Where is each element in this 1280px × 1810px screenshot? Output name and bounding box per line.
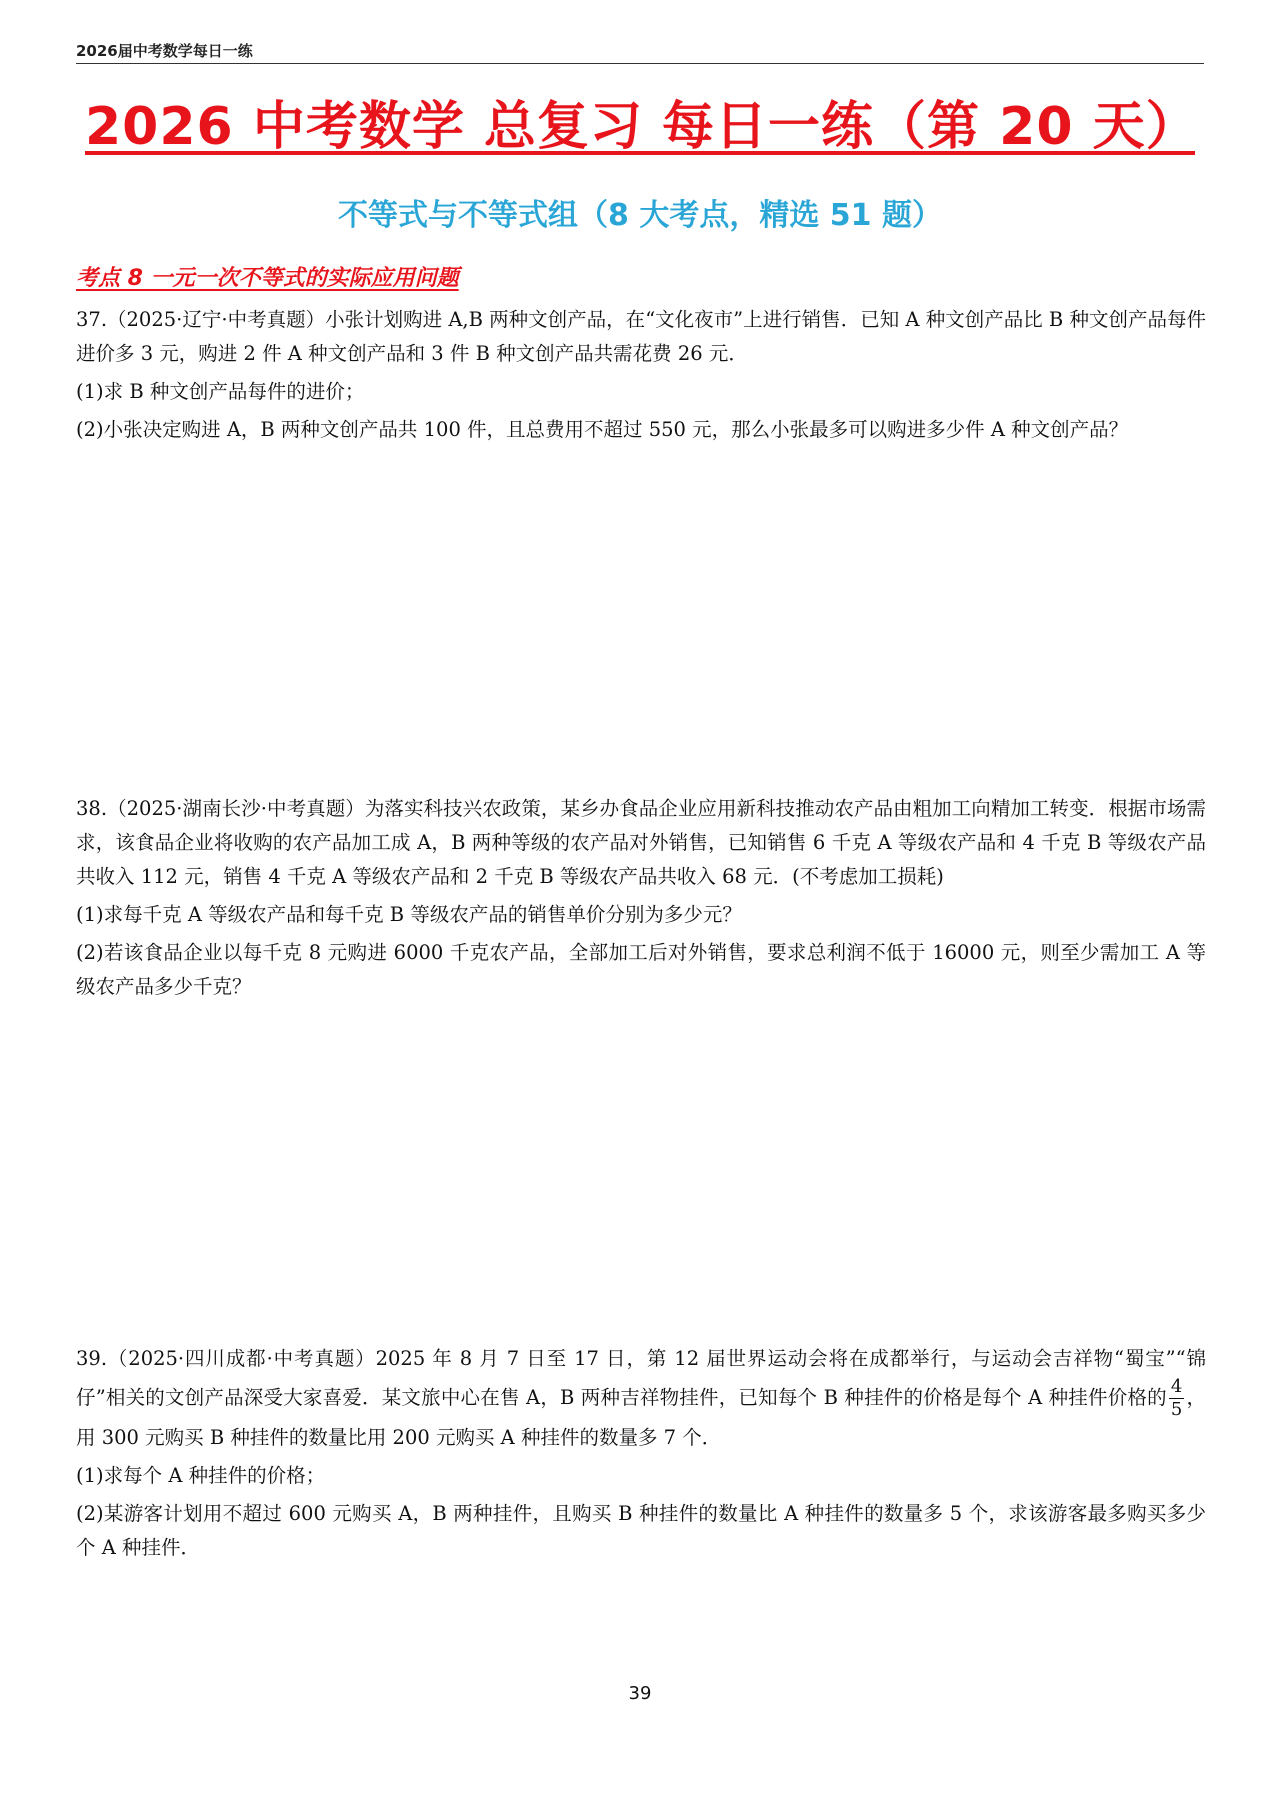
- question-part-2: (2)若该食品企业以每千克 8 元购进 6000 千克农产品，全部加工后对外销售，要求总利润不低于 16000 元，则至少需加工 A 等级农产品多少千克？: [76, 941, 1206, 998]
- question-stem: 38.（2025·湖南长沙·中考真题）为落实科技兴农政策，某乡办食品企业应用新科技推动农产品由粗加工向精加工转变．根据市场需求，该食品企业将收购的农产品加工成 A，B 两种等级的农产品对外销售，已知销售 6 千克 A 等级农产品和 4 千克 B 等级农产品共收入 112 元，销售 4 千克 A 等级农产品和 2 千克 B 等级农产品共收入 68 元．(不考虑加工损耗): [76, 797, 1206, 888]
- question-part-1: (1)求 B 种文创产品每件的进价；: [76, 380, 365, 403]
- question-part-1: (1)求每千克 A 等级农产品和每千克 B 等级农产品的销售单价分别为多少元？: [76, 903, 742, 926]
- fraction: [1169, 1376, 1184, 1421]
- question-38: [76, 792, 1206, 1004]
- question-part-2: (2)某游客计划用不超过 600 元购买 A，B 两种挂件，且购买 B 种挂件的数量比 A 种挂件的数量多 5 个，求该游客最多购买多少个 A 种挂件．: [76, 1502, 1206, 1559]
- question-stem-after: ，用 300 元购买 B 种挂件的数量比用 200 元购买 A 种挂件的数量多 7 个．: [76, 1386, 1206, 1449]
- question-37: [76, 303, 1206, 447]
- title-underline: [85, 151, 1195, 155]
- header-rule: [76, 63, 1204, 64]
- page-subtitle: 不等式与不等式组（8 大考点，精选 51 题）: [338, 198, 942, 233]
- question-stem-before: 39.（2025·四川成都·中考真题）2025 年 8 月 7 日至 17 日，第 12 届世界运动会将在成都举行，与运动会吉祥物“蜀宝”“锦仔”相关的文创产品深受大家喜爱．某文旅中心在售 A，B 两种吉祥物挂件，已知每个 B 种挂件的价格是每个 A 种挂件价格的: [76, 1347, 1206, 1409]
- section-heading: 考点 8 一元一次不等式的实际应用问题: [76, 266, 459, 291]
- page-title: 2026 中考数学 总复习 每日一练（第 20 天）: [85, 97, 1199, 157]
- page-number: 39: [628, 1683, 652, 1704]
- question-stem: 37.（2025·辽宁·中考真题）小张计划购进 A,B 两种文创产品，在“文化夜市”上进行销售．已知 A 种文创产品比 B 种文创产品每件进价多 3 元，购进 2 件 A 种文创产品和 3 件 B 种文创产品共需花费 26 元．: [76, 308, 1206, 365]
- fraction-denominator: 5: [1170, 1399, 1183, 1420]
- question-39: [76, 1342, 1206, 1565]
- question-stem: [76, 1342, 1206, 1455]
- fraction-numerator: 4: [1170, 1376, 1183, 1397]
- question-part-1: (1)求每个 A 种挂件的价格；: [76, 1464, 326, 1487]
- question-part-2: (2)小张决定购进 A，B 两种文创产品共 100 件，且总费用不超过 550 元，那么小张最多可以购进多少件 A 种文创产品？: [76, 418, 1129, 441]
- running-header: 2026届中考数学每日一练: [76, 42, 253, 60]
